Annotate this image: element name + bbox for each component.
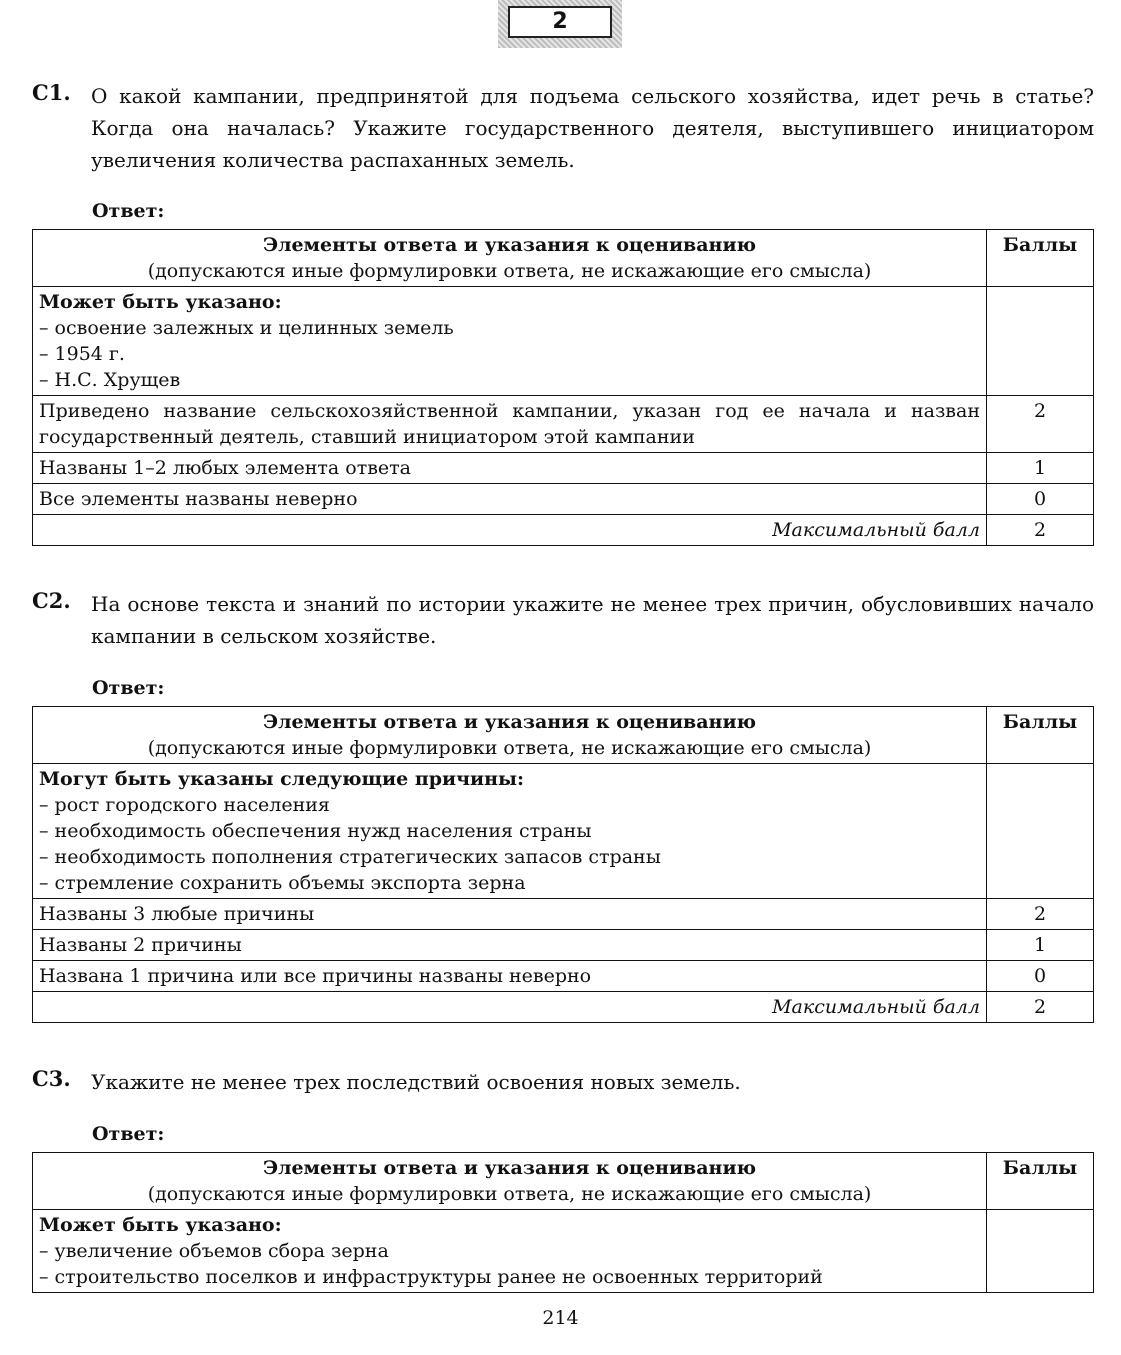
answer-item: – стремление сохранить объемы экспорта зерна	[39, 872, 526, 894]
max-score-value: 2	[987, 992, 1094, 1023]
question-number: С2.	[32, 588, 71, 613]
criterion-score: 2	[987, 396, 1094, 453]
answer-intro: Может быть указано:	[39, 291, 282, 313]
max-score-label: Максимальный балл	[33, 992, 987, 1023]
question-number: С3.	[32, 1066, 71, 1091]
criterion-score: 2	[987, 899, 1094, 930]
answer-intro: Могут быть указаны следующие причины:	[39, 768, 525, 790]
answer-label: Ответ:	[92, 677, 165, 699]
table-row	[33, 764, 1094, 899]
header-title: Элементы ответа и указания к оцениванию	[262, 1157, 757, 1179]
answer-label: Ответ:	[92, 1123, 165, 1145]
table-row	[33, 961, 1094, 992]
question-text: На основе текста и знаний по истории укажите не менее трех причин, обусловивших начало кампании в сельском хозяйстве.	[91, 592, 1094, 648]
max-score-row	[33, 515, 1094, 546]
table-row	[33, 930, 1094, 961]
table-row	[33, 453, 1094, 484]
question-c3	[32, 1066, 1094, 1098]
answer-item: – 1954 г.	[39, 343, 125, 365]
table-header-row	[33, 707, 1094, 764]
header-score: Баллы	[987, 230, 1094, 287]
table-row	[33, 1210, 1094, 1293]
answer-item: – освоение залежных и целинных земель	[39, 317, 454, 339]
table-header-row	[33, 230, 1094, 287]
answer-table-c3	[32, 1152, 1094, 1293]
answer-item: – рост городского населения	[39, 794, 330, 816]
answer-intro: Может быть указано:	[39, 1214, 282, 1236]
table-row	[33, 287, 1094, 396]
answer-table-c2	[32, 706, 1094, 1023]
criterion-score: 1	[987, 930, 1094, 961]
question-number: С1.	[32, 80, 71, 105]
header-score: Баллы	[987, 707, 1094, 764]
header-title: Элементы ответа и указания к оцениванию	[262, 711, 757, 733]
table-row	[33, 899, 1094, 930]
criterion-text: Названы 2 причины	[33, 930, 987, 961]
answer-item: – увеличение объемов сбора зерна	[39, 1240, 389, 1262]
page-number: 214	[542, 1307, 579, 1329]
criterion-text: Приведено название сельскохозяйственной кампании, указан год ее начала и назван государственный деятель, ставший инициатором этой кампании	[33, 396, 987, 453]
max-score-value: 2	[987, 515, 1094, 546]
answer-item: – необходимость обеспечения нужд населения страны	[39, 820, 592, 842]
table-header-row	[33, 1153, 1094, 1210]
question-text: Укажите не менее трех последствий освоения новых земель.	[91, 1070, 741, 1094]
page-badge	[498, 0, 622, 48]
criterion-score: 0	[987, 961, 1094, 992]
criterion-text: Названы 3 любые причины	[33, 899, 987, 930]
question-c2	[32, 588, 1094, 652]
criterion-text: Все элементы названы неверно	[33, 484, 987, 515]
criterion-score: 0	[987, 484, 1094, 515]
table-row	[33, 396, 1094, 453]
answer-label: Ответ:	[92, 200, 165, 222]
criterion-text: Названа 1 причина или все причины названы неверно	[33, 961, 987, 992]
answer-item: – необходимость пополнения стратегических запасов страны	[39, 846, 661, 868]
header-note: (допускаются иные формулировки ответа, не искажающие его смысла)	[147, 1183, 872, 1205]
answer-item: – Н.С. Хрущев	[39, 369, 181, 391]
question-c1	[32, 80, 1094, 176]
question-text: О какой кампании, предпринятой для подъема сельского хозяйства, идет речь в статье? Когда она началась? Укажите государственного деятеля, выступившего инициатором увеличения количества распаханных земель.	[91, 84, 1094, 172]
max-score-label: Максимальный балл	[33, 515, 987, 546]
header-note: (допускаются иные формулировки ответа, не искажающие его смысла)	[147, 260, 872, 282]
criterion-score: 1	[987, 453, 1094, 484]
header-note: (допускаются иные формулировки ответа, не искажающие его смысла)	[147, 737, 872, 759]
max-score-row	[33, 992, 1094, 1023]
criterion-text: Названы 1–2 любых элемента ответа	[33, 453, 987, 484]
header-score: Баллы	[987, 1153, 1094, 1210]
table-row	[33, 484, 1094, 515]
page-badge-number: 2	[508, 6, 612, 38]
answer-table-c1	[32, 229, 1094, 546]
answer-item: – строительство поселков и инфраструктуры ранее не освоенных территорий	[39, 1266, 823, 1288]
header-title: Элементы ответа и указания к оцениванию	[262, 234, 757, 256]
